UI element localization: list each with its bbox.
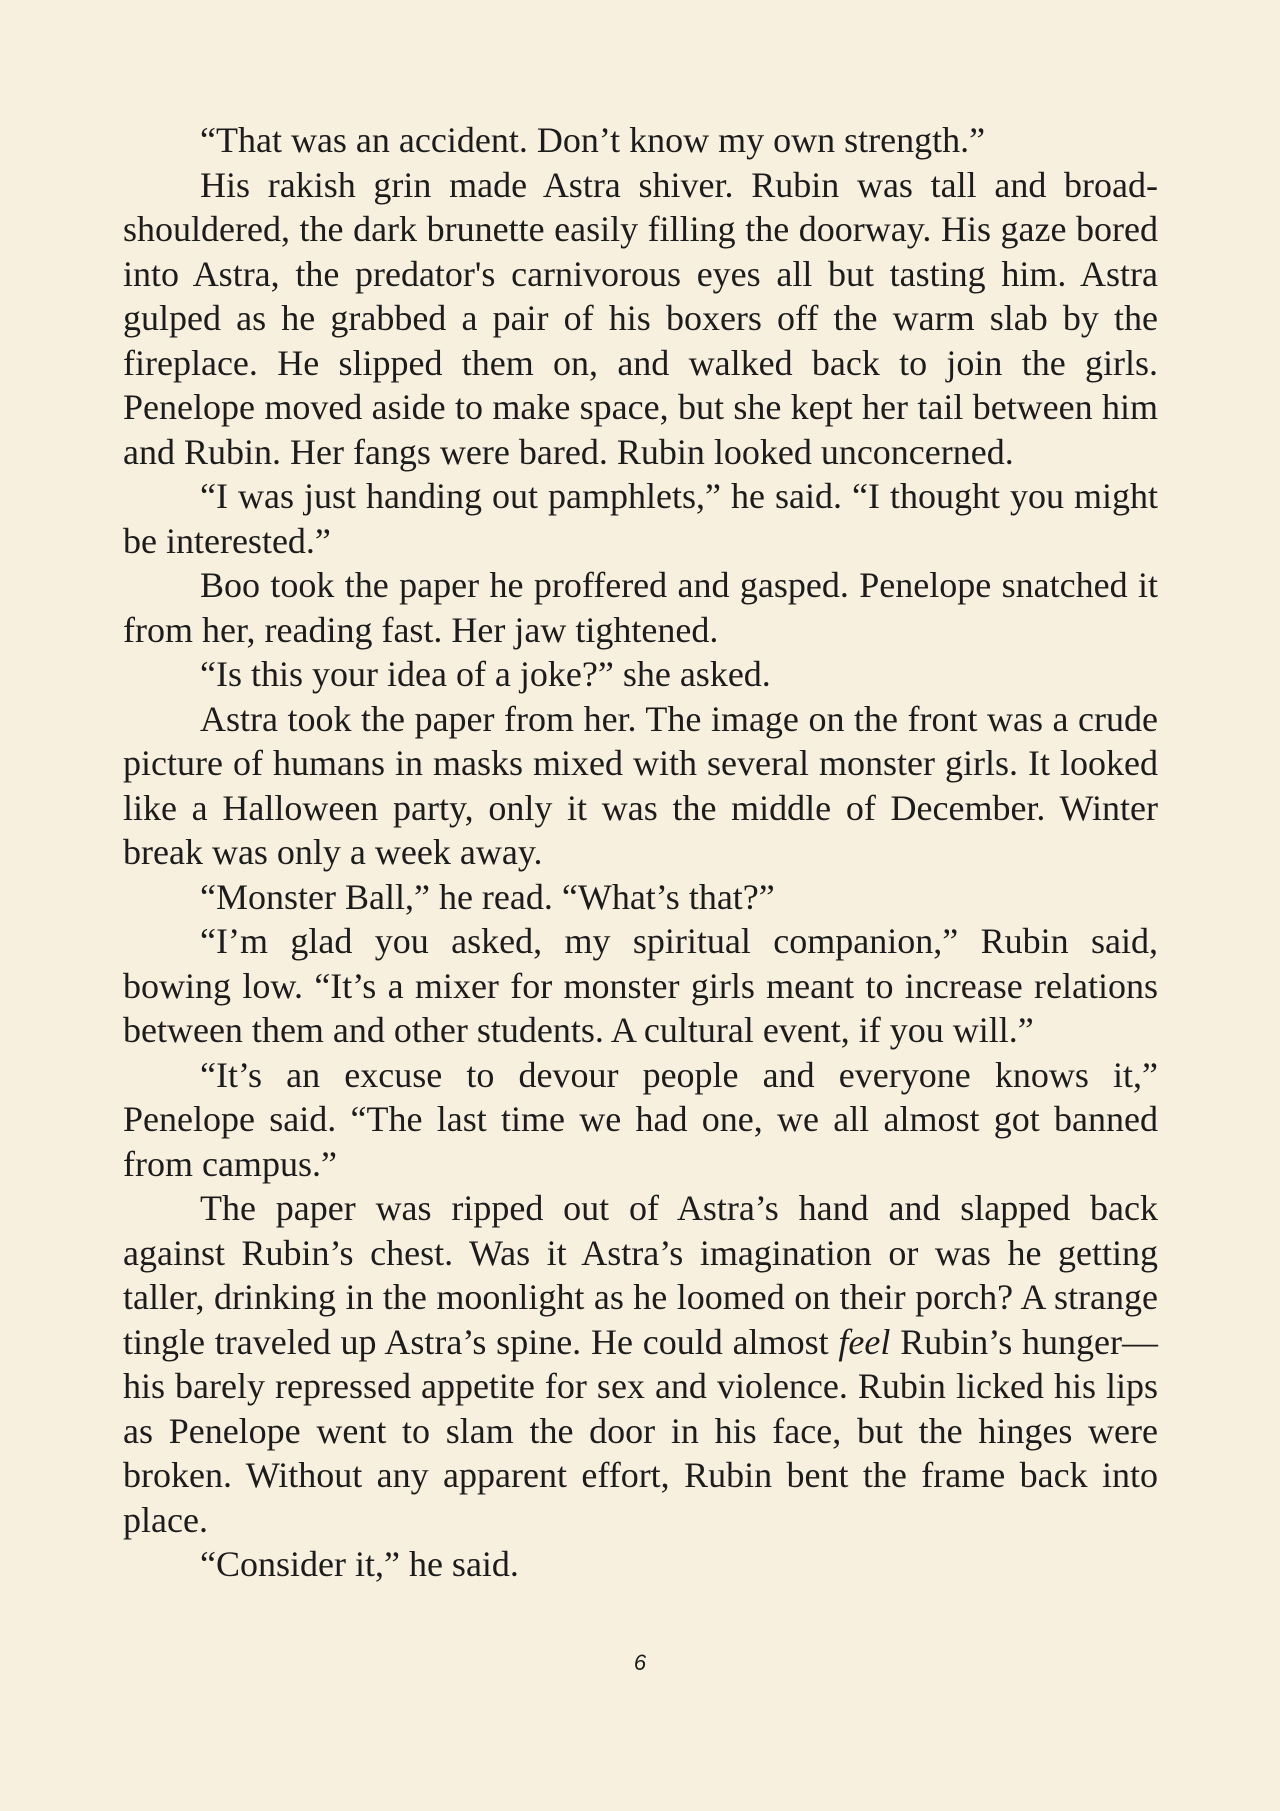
paragraph: Astra took the paper from her. The image on the front was a crude picture of humans in masks mixed with several monster girls. It looked like a Halloween party, only it was the middle of December. Winter break was only a week away.	[123, 698, 1158, 872]
paragraph: Boo took the paper he proffered and gasped. Penelope snatched it from her, reading fast. Her jaw tightened.	[123, 565, 1158, 650]
emphasis: feel	[838, 1321, 891, 1362]
paragraph: “That was an accident. Don’t know my own strength.”	[200, 120, 986, 160]
paragraph: “Monster Ball,” he read. “What’s that?”	[200, 876, 775, 917]
paragraph: “Consider it,” he said.	[200, 1544, 519, 1584]
paragraph: The paper was ripped out of Astra’s hand and slapped back against Rubin’s chest. Was it Astra’s imagination or was he getting taller, drinking in the moonlight as he loomed on their porch? A strange tingle traveled up Astra’s spine. He could almost feel Rubin’s hunger—his barely repressed appetite for sex and violence. Rubin licked his lips as Penelope went to slam the door in his face, but the hinges were broken. Without any apparent effort, Rubin bent the frame back into place.	[123, 1188, 1159, 1540]
page-number: 6	[633, 1650, 647, 1675]
body-text	[123, 118, 1158, 1587]
paragraph: His rakish grin made Astra shiver. Rubin was tall and broad-shouldered, the dark brunette easily filling the doorway. His gaze bored into Astra, the predator's carnivorous eyes all but tasting him. Astra gulped as he grabbed a pair of his boxers off the warm slab by the fireplace. He slipped them on, and walked back to join the girls. Penelope moved aside to make space, but she kept her tail between him and Rubin. Her fangs were bared. Rubin looked unconcerned.	[123, 164, 1158, 472]
paragraph: “It’s an excuse to devour people and everyone knows it,” Penelope said. “The last time we had one, we all almost got banned from campus.”	[123, 1054, 1158, 1184]
paragraph: “Is this your idea of a joke?” she asked.	[200, 654, 771, 694]
paragraph: “I’m glad you asked, my spiritual companion,” Rubin said, bowing low. “It’s a mixer for monster girls meant to increase relations between them and other students. A cultural event, if you will.”	[123, 921, 1158, 1050]
paragraph: “I was just handing out pamphlets,” he said. “I thought you might be interested.”	[123, 476, 1158, 561]
